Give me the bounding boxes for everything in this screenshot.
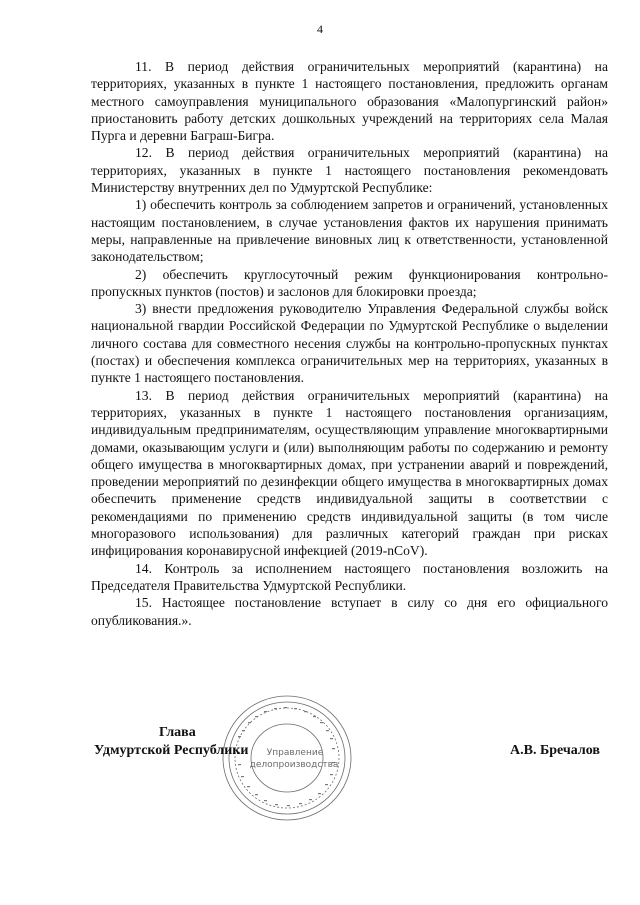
paragraph-12-sub-3: 3) внести предложения руководителю Управления Федеральной службы войск национальной гвардии Российской Федерации по Удмуртской Республике о выделении личного состава для совместного несения службы на контрольно-пропускных пунктах (постах) и обеспечения комплекса ограничительных мер на территориях, указанных в пункте 1 настоящего постановления. bbox=[91, 301, 608, 386]
paragraph-15: 15. Настоящее постановление вступает в силу со дня его официального опубликования.». bbox=[91, 595, 608, 628]
signature-title-line-2: Удмуртской Республики bbox=[94, 743, 249, 758]
signatory-name: А.В. Бречалов bbox=[510, 743, 600, 758]
paragraph-12-sub-2: 2) обеспечить круглосуточный режим функционирования контрольно-пропускных пунктов (постов) и заслонов для блокировки проезда; bbox=[91, 266, 608, 299]
paragraph-12: 12. В период действия ограничительных мероприятий (карантина) на территориях, указанных в пункте 1 настоящего постановления рекомендовать Министерству внутренних дел по Удмуртской Республике: bbox=[91, 145, 608, 196]
paragraph-14: 14. Контроль за исполнением настоящего постановления возложить на Председателя Правительства Удмуртской Республики. bbox=[91, 560, 608, 593]
stamp-text-line-1: Управление bbox=[266, 748, 324, 758]
paragraph-12-sub-1: 1) обеспечить контроль за соблюдением запретов и ограничений, установленных настоящим постановлением, в случае установления фактов их нарушения принимать меры, направленные на привлечение виновных лиц к ответственности, установленной законодательством; bbox=[91, 197, 608, 265]
paragraph-11: 11. В период действия ограничительных мероприятий (карантина) на территориях, указанных в пункте 1 настоящего постановления, предложить органам местного самоуправления муниципального образования «Малопургинский район» приостановить работу детских дошкольных учреждений на территориях села Малая Пурга и деревни Баграш-Бигра. bbox=[91, 59, 608, 144]
page-number: 4 bbox=[317, 22, 323, 36]
document-body bbox=[91, 58, 608, 629]
stamp-text-line-2: делопроизводства bbox=[249, 760, 339, 770]
paragraph-13: 13. В период действия ограничительных мероприятий (карантина) на территориях, указанных в пункте 1 настоящего постановления организациям, индивидуальным предпринимателям, осуществляющим управление многоквартирными домами, оказывающим услуги и (или) выполняющим работы по содержанию и ремонту общего имущества в многоквартирных домах, при устранении аварий и повреждений, проведении мероприятий по дезинфекции общего имущества в многоквартирных домах обеспечить применение средств индивидуальной защиты в соответствии с рекомендациями по применению средств индивидуальной защиты (в том числе многоразового использования) для различных категорий граждан при рисках инфицирования коронавирусной инфекцией (2019-nCoV). bbox=[91, 387, 608, 559]
signature-title-line-1: Глава bbox=[159, 725, 196, 740]
